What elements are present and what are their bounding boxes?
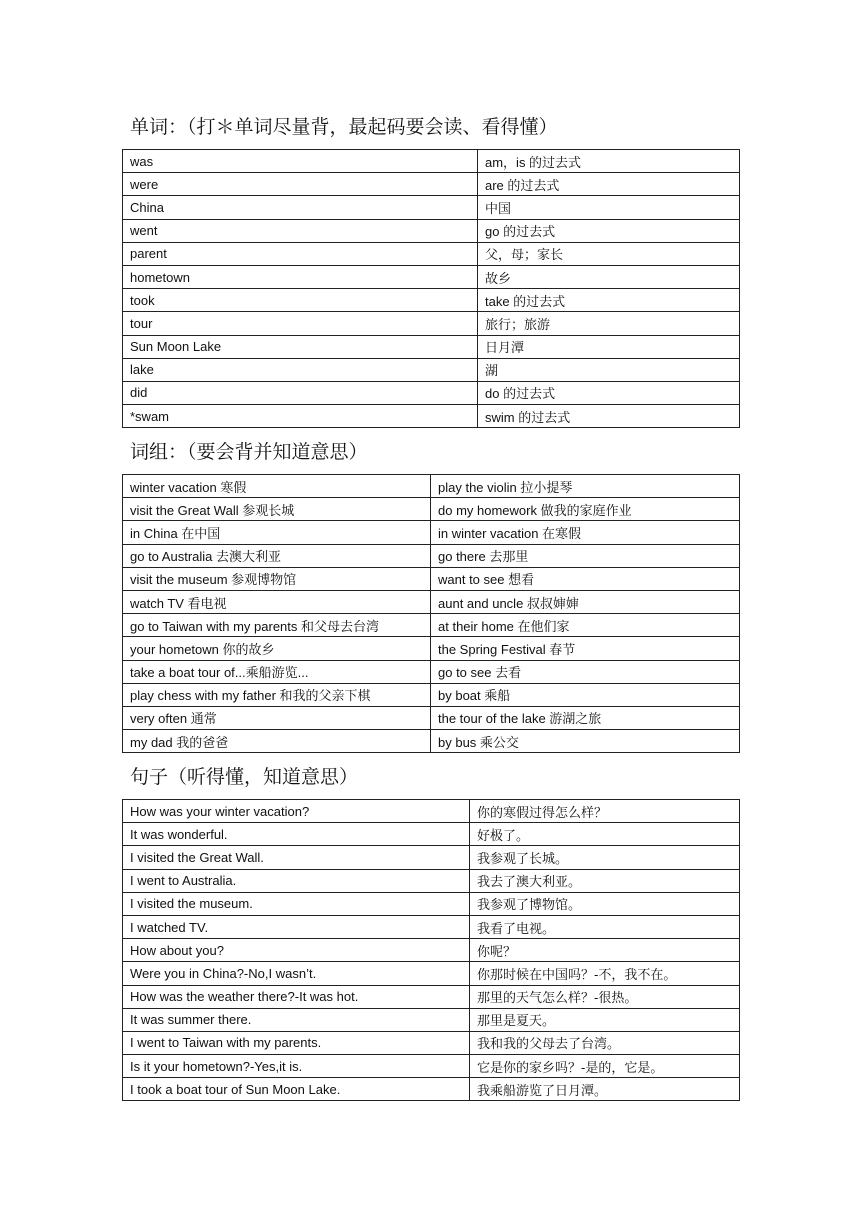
english-cell: took: [123, 289, 478, 312]
chinese-cell: 你那时候在中国吗？-不，我不在。: [470, 962, 740, 985]
table-row: [123, 475, 740, 498]
chinese-cell: go to see 去看: [431, 660, 740, 683]
table-body: [123, 800, 740, 1101]
table-row: [123, 358, 740, 381]
table-row: [123, 521, 740, 544]
chinese-cell: 中国: [478, 196, 740, 219]
chinese-cell: by bus 乘公交: [431, 730, 740, 753]
chinese-cell: 好极了。: [470, 823, 740, 846]
table-row: [123, 590, 740, 613]
chinese-cell: go there 去那里: [431, 544, 740, 567]
chinese-cell: 那里是夏天。: [470, 1008, 740, 1031]
table-body: [123, 475, 740, 753]
english-cell: I went to Australia.: [123, 869, 470, 892]
english-cell: China: [123, 196, 478, 219]
section-heading-vocabulary: 单词：（打＊单词尽量背，最起码要会读、看得懂）: [130, 116, 558, 138]
chinese-cell: 你的寒假过得怎么样？: [470, 800, 740, 823]
chinese-cell: in winter vacation 在寒假: [431, 521, 740, 544]
english-cell: in China 在中国: [123, 521, 431, 544]
table-row: [123, 730, 740, 753]
table-row: [123, 637, 740, 660]
table-row: [123, 312, 740, 335]
table-row: [123, 846, 740, 869]
section-heading-phrases: 词组：（要会背并知道意思）: [130, 441, 368, 463]
table-row: [123, 544, 740, 567]
vocabulary-table: [122, 149, 740, 428]
chinese-cell: by boat 乘船: [431, 683, 740, 706]
english-cell: my dad 我的爸爸: [123, 730, 431, 753]
chinese-cell: 我去了澳大利亚。: [470, 869, 740, 892]
section-heading-sentences: 句子（听得懂，知道意思）: [130, 766, 359, 788]
english-cell: take a boat tour of...乘船游览...: [123, 660, 431, 683]
sentences-table: [122, 799, 740, 1101]
table-row: [123, 614, 740, 637]
english-cell: Were you in China?-No,I wasn’t.: [123, 962, 470, 985]
chinese-cell: 那里的天气怎么样？-很热。: [470, 985, 740, 1008]
table-row: [123, 289, 740, 312]
chinese-cell: play the violin 拉小提琴: [431, 475, 740, 498]
chinese-cell: 旅行；旅游: [478, 312, 740, 335]
table-row: [123, 150, 740, 173]
english-cell: lake: [123, 358, 478, 381]
english-cell: I took a boat tour of Sun Moon Lake.: [123, 1078, 470, 1101]
table-row: [123, 335, 740, 358]
english-cell: watch TV 看电视: [123, 590, 431, 613]
english-cell: hometown: [123, 265, 478, 288]
chinese-cell: 我参观了长城。: [470, 846, 740, 869]
chinese-cell: are 的过去式: [478, 173, 740, 196]
english-cell: go to Taiwan with my parents 和父母去台湾: [123, 614, 431, 637]
table-row: [123, 242, 740, 265]
english-cell: How about you?: [123, 939, 470, 962]
table-row: [123, 800, 740, 823]
chinese-cell: 我看了电视。: [470, 915, 740, 938]
chinese-cell: 我参观了博物馆。: [470, 892, 740, 915]
table-row: [123, 706, 740, 729]
english-cell: very often 通常: [123, 706, 431, 729]
table-row: [123, 405, 740, 428]
english-cell: did: [123, 381, 478, 404]
table-row: [123, 1008, 740, 1031]
chinese-cell: 我乘船游览了日月潭。: [470, 1078, 740, 1101]
chinese-cell: the tour of the lake 游湖之旅: [431, 706, 740, 729]
english-cell: your hometown 你的故乡: [123, 637, 431, 660]
chinese-cell: at their home 在他们家: [431, 614, 740, 637]
english-cell: How was the weather there?-It was hot.: [123, 985, 470, 1008]
english-cell: Is it your hometown?-Yes,it is.: [123, 1055, 470, 1078]
table-row: [123, 962, 740, 985]
table-row: [123, 498, 740, 521]
english-cell: winter vacation 寒假: [123, 475, 431, 498]
english-cell: tour: [123, 312, 478, 335]
table-row: [123, 985, 740, 1008]
english-cell: were: [123, 173, 478, 196]
phrases-table: [122, 474, 740, 753]
table-row: [123, 915, 740, 938]
english-cell: It was summer there.: [123, 1008, 470, 1031]
table-body: [123, 150, 740, 428]
table-row: [123, 683, 740, 706]
table-row: [123, 1055, 740, 1078]
table-row: [123, 567, 740, 590]
chinese-cell: 日月潭: [478, 335, 740, 358]
table-row: [123, 173, 740, 196]
english-cell: How was your winter vacation?: [123, 800, 470, 823]
chinese-cell: 我和我的父母去了台湾。: [470, 1031, 740, 1054]
chinese-cell: 你呢？: [470, 939, 740, 962]
english-cell: I watched TV.: [123, 915, 470, 938]
chinese-cell: the Spring Festival 春节: [431, 637, 740, 660]
table-row: [123, 823, 740, 846]
table-row: [123, 381, 740, 404]
chinese-cell: swim 的过去式: [478, 405, 740, 428]
english-cell: I visited the Great Wall.: [123, 846, 470, 869]
table-row: [123, 939, 740, 962]
chinese-cell: 父，母；家长: [478, 242, 740, 265]
english-cell: parent: [123, 242, 478, 265]
table-row: [123, 869, 740, 892]
chinese-cell: 它是你的家乡吗？-是的，它是。: [470, 1055, 740, 1078]
table-row: [123, 660, 740, 683]
chinese-cell: do 的过去式: [478, 381, 740, 404]
table-row: [123, 1078, 740, 1101]
english-cell: *swam: [123, 405, 478, 428]
table-row: [123, 196, 740, 219]
english-cell: visit the Great Wall 参观长城: [123, 498, 431, 521]
english-cell: play chess with my father 和我的父亲下棋: [123, 683, 431, 706]
chinese-cell: take 的过去式: [478, 289, 740, 312]
table-row: [123, 892, 740, 915]
chinese-cell: do my homework 做我的家庭作业: [431, 498, 740, 521]
chinese-cell: am，is 的过去式: [478, 150, 740, 173]
table-row: [123, 265, 740, 288]
table-row: [123, 1031, 740, 1054]
table-row: [123, 219, 740, 242]
chinese-cell: go 的过去式: [478, 219, 740, 242]
chinese-cell: 故乡: [478, 265, 740, 288]
english-cell: It was wonderful.: [123, 823, 470, 846]
english-cell: Sun Moon Lake: [123, 335, 478, 358]
chinese-cell: 湖: [478, 358, 740, 381]
english-cell: went: [123, 219, 478, 242]
english-cell: I visited the museum.: [123, 892, 470, 915]
chinese-cell: want to see 想看: [431, 567, 740, 590]
english-cell: I went to Taiwan with my parents.: [123, 1031, 470, 1054]
english-cell: was: [123, 150, 478, 173]
english-cell: go to Australia 去澳大利亚: [123, 544, 431, 567]
chinese-cell: aunt and uncle 叔叔婶婶: [431, 590, 740, 613]
english-cell: visit the museum 参观博物馆: [123, 567, 431, 590]
